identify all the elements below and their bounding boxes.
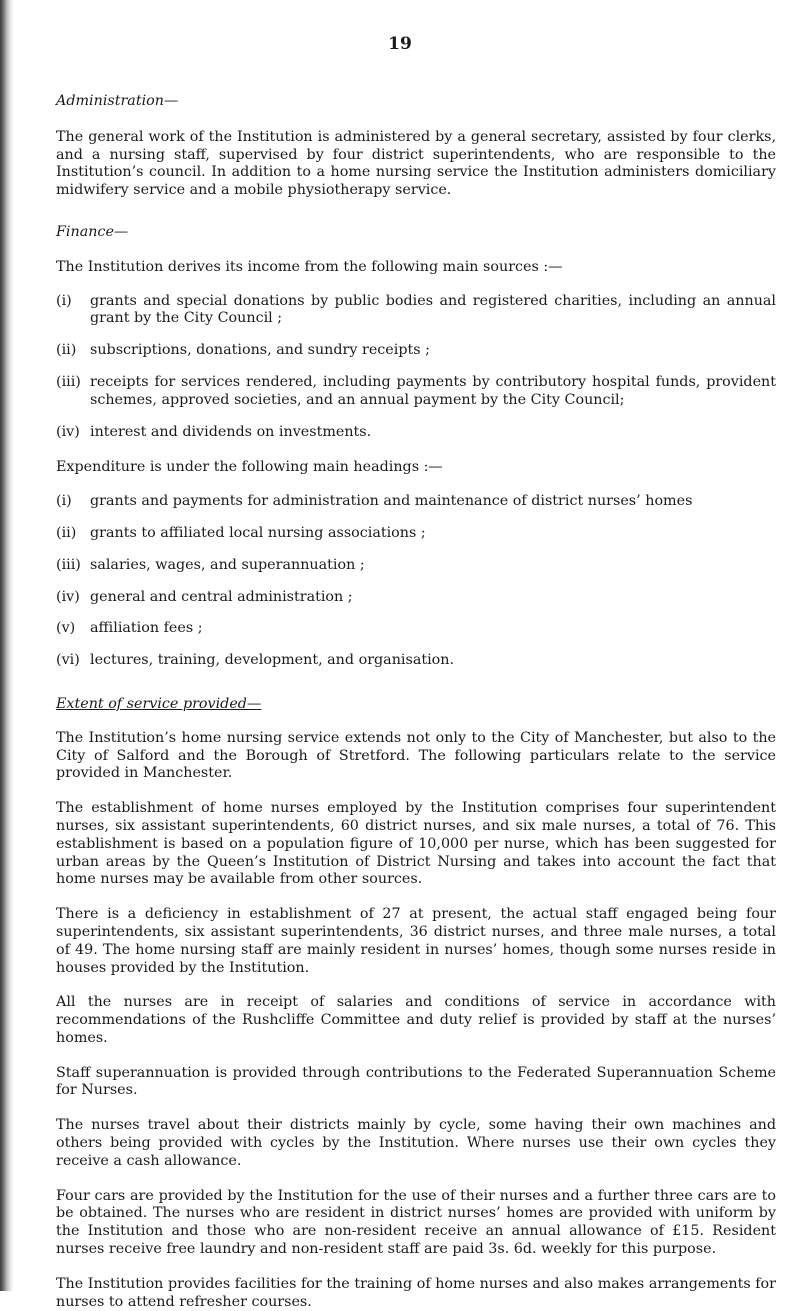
list-item-text: interest and dividends on investments. bbox=[90, 423, 372, 440]
finance-section bbox=[56, 224, 776, 670]
expenditure-list bbox=[56, 493, 776, 670]
finance-intro: The Institution derives its income from the following main sources :— bbox=[56, 258, 563, 275]
expenditure-intro: Expenditure is under the following main headings :— bbox=[56, 459, 443, 476]
list-item bbox=[56, 342, 776, 360]
list-item-number: (ii) bbox=[56, 524, 77, 541]
list-item-number: (iii) bbox=[56, 373, 81, 390]
list-item-text: salaries, wages, and superannuation ; bbox=[90, 556, 365, 573]
income-list bbox=[56, 293, 776, 442]
extent-paragraph: The nurses travel about their districts mainly by cycle, some having their own machines and others being provided with cycles by the Institution. Where nurses use their own cycles they receive a cash allowance. bbox=[56, 1117, 776, 1169]
extent-paragraph: Four cars are provided by the Institution for the use of their nurses and a further three cars are to be obtained. The nurses who are resident in district nurses’ homes are provided with uniform by the Institution and those who are non-resident receive an annual allowance of £15. Resident nurses receive free laundry and non-resident staff are paid 3s. 6d. weekly for this purpose. bbox=[56, 1187, 776, 1258]
extent-paragraph: The Institution provides facilities for the training of home nurses and also makes arrangements for nurses to attend refresher courses. bbox=[56, 1275, 776, 1310]
list-item-number: (iv) bbox=[56, 423, 80, 440]
list-item bbox=[56, 493, 776, 511]
list-item-number: (ii) bbox=[56, 342, 77, 359]
list-item-number: (i) bbox=[56, 292, 72, 309]
list-item bbox=[56, 293, 776, 329]
list-item bbox=[56, 424, 776, 442]
list-item bbox=[56, 525, 776, 543]
administration-heading: Administration— bbox=[56, 93, 179, 109]
list-item-number: (iii) bbox=[56, 556, 81, 573]
list-item-text: grants and special donations by public bodies and registered charities, including an annual grant by the City Council ; bbox=[90, 292, 776, 327]
list-item-number: (vi) bbox=[56, 652, 80, 669]
extent-paragraph: The Institution’s home nursing service extends not only to the City of Manchester, but also to the City of Salford and the Borough of Stretford. The following particulars relate to the service provided in Manchester. bbox=[56, 729, 776, 782]
extent-section bbox=[56, 696, 776, 1311]
list-item bbox=[56, 620, 776, 638]
list-item bbox=[56, 589, 776, 607]
list-item-text: general and central administration ; bbox=[90, 588, 353, 605]
extent-paragraph: Staff superannuation is provided through contributions to the Federated Superannuation Scheme for Nurses. bbox=[56, 1064, 776, 1099]
finance-heading: Finance— bbox=[56, 223, 129, 240]
administration-section bbox=[56, 93, 776, 200]
list-item-number: (iv) bbox=[56, 588, 80, 605]
list-item-number: (i) bbox=[56, 493, 72, 510]
list-item bbox=[56, 374, 776, 410]
list-item-text: lectures, training, development, and organisation. bbox=[90, 652, 455, 669]
administration-paragraph: The general work of the Institution is administered by a general secretary, assisted by four clerks, and a nursing staff, supervised by four district superintendents, who are responsible to the Institution’s council. In addition to a home nursing service the Institution administers domiciliary midwifery service and a mobile physiotherapy service. bbox=[56, 128, 776, 199]
list-item-text: subscriptions, donations, and sundry receipts ; bbox=[90, 342, 430, 359]
document-page bbox=[56, 48, 776, 1311]
scan-edge-shadow bbox=[0, 0, 14, 1291]
page-number: 19 bbox=[388, 34, 412, 54]
list-item bbox=[56, 652, 776, 670]
extent-paragraph: There is a deficiency in establishment of 27 at present, the actual staff engaged being four superintendents, six assistant superintendents, 36 district nurses, and three male nurses, a total of 49. The home nursing staff are mainly resident in nurses’ homes, though some nurses reside in houses provided by the Institution. bbox=[56, 906, 776, 976]
list-item-text: receipts for services rendered, including payments by contributory hospital funds, provident schemes, approved societies, and an annual payment by the City Council; bbox=[90, 373, 776, 408]
list-item-text: affiliation fees ; bbox=[90, 620, 203, 637]
list-item bbox=[56, 557, 776, 575]
list-item-text: grants and payments for administration and maintenance of district nurses’ homes bbox=[90, 493, 693, 510]
list-item-text: grants to affiliated local nursing associations ; bbox=[90, 524, 426, 541]
extent-paragraph: The establishment of home nurses employed by the Institution comprises four superintendent nurses, six assistant superintendents, 60 district nurses, and six male nurses, a total of 76. This establishment is based on a population figure of 10,000 per nurse, which has been suggested for urban areas by the Queen’s Institution of District Nursing and takes into account the fact that home nurses may be available from other sources. bbox=[56, 800, 776, 888]
extent-heading: Extent of service provided— bbox=[56, 695, 262, 712]
extent-paragraph: All the nurses are in receipt of salaries and conditions of service in accordance with recommendations of the Rushcliffe Committee and duty relief is provided by staff at the nurses’ homes. bbox=[56, 994, 776, 1046]
list-item-number: (v) bbox=[56, 620, 76, 637]
